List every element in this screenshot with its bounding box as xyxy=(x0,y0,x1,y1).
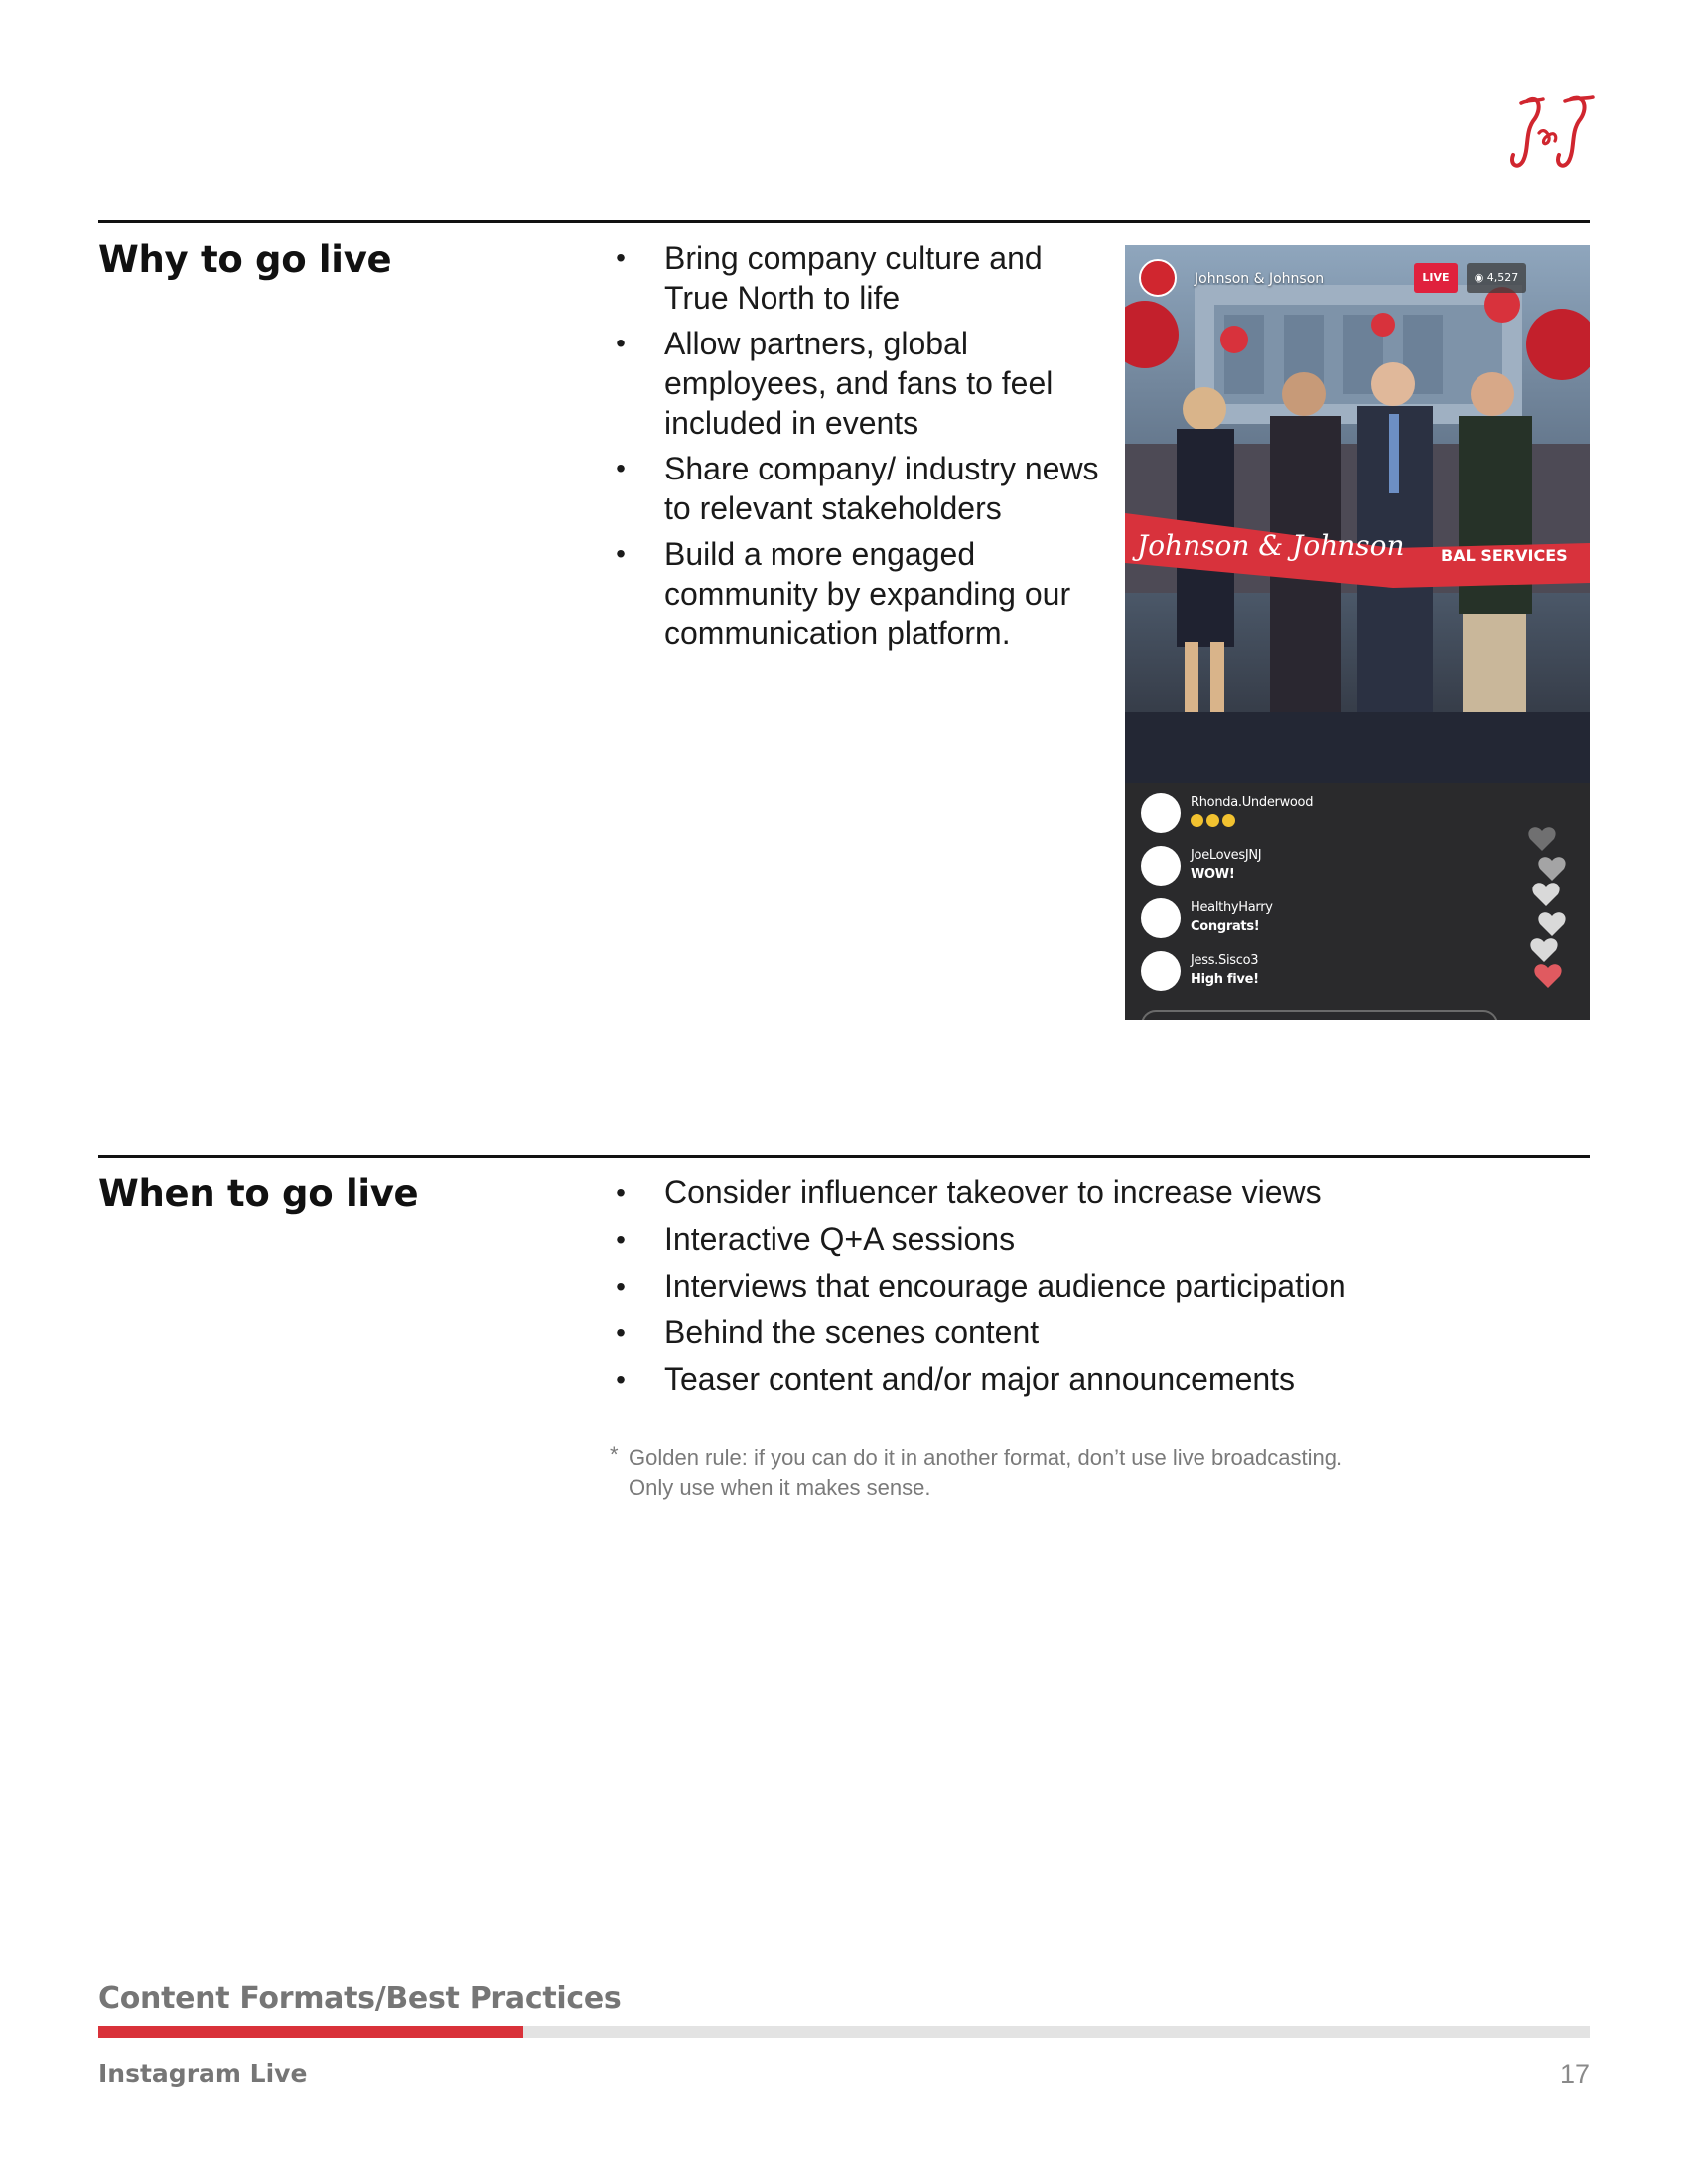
account-avatar xyxy=(1139,259,1177,297)
ribbon-cutting-photo xyxy=(1125,245,1590,783)
bullet-item xyxy=(611,1219,1504,1260)
emoji-icon xyxy=(1206,814,1219,827)
eye-icon: ◉ xyxy=(1474,271,1484,284)
page-number: 17 xyxy=(1559,2059,1590,2089)
bullet-text: Share company/ industry news to relevant stakeholders xyxy=(664,451,1099,526)
bullet-item xyxy=(611,534,1107,653)
bullet-text: Consider influencer takeover to increase views xyxy=(664,1174,1322,1210)
bullet-item xyxy=(611,1359,1504,1400)
footer-section-title: Content Formats/Best Practices xyxy=(98,1981,622,2016)
bullet-item xyxy=(611,1312,1504,1353)
johnson-and-johnson-logo xyxy=(1509,91,1599,173)
section-divider xyxy=(98,1155,1590,1158)
commenter-username: JoeLovesJNJ xyxy=(1191,848,1262,863)
ribbon-banner-text-right: BAL SERVICES xyxy=(1441,546,1568,565)
commenter-avatar xyxy=(1141,793,1181,833)
commenter-username: Jess.Sisco3 xyxy=(1191,953,1259,968)
bullet-text: Interactive Q+A sessions xyxy=(664,1221,1016,1257)
when-bullet-list xyxy=(611,1172,1504,1406)
instagram-live-screenshot xyxy=(1125,245,1590,1020)
bullet-marker: • xyxy=(616,1224,626,1255)
commenter-avatar xyxy=(1141,898,1181,938)
account-name: Johnson & Johnson xyxy=(1195,271,1325,287)
viewer-count-badge xyxy=(1467,263,1526,293)
bullet-marker: • xyxy=(616,538,626,569)
section-divider xyxy=(98,220,1590,223)
bullet-item xyxy=(611,1266,1504,1306)
comment-input[interactable] xyxy=(1141,1010,1498,1020)
viewer-count: 4,527 xyxy=(1486,271,1519,284)
live-badge: LIVE xyxy=(1414,263,1458,293)
why-section-title: Why to go live xyxy=(98,238,392,281)
bullet-item xyxy=(611,1172,1504,1213)
commenter-username: Rhonda.Underwood xyxy=(1191,795,1314,810)
comment-row xyxy=(1139,840,1437,892)
bullet-text: Build a more engaged community by expanding our communication platform. xyxy=(664,536,1071,651)
bullet-item xyxy=(611,324,1107,443)
bullet-marker: • xyxy=(616,328,626,358)
footnote-line: Golden rule: if you can do it in another format, don’t use live broadcasting. xyxy=(629,1445,1343,1470)
bullet-marker: • xyxy=(616,453,626,483)
comment-message: Congrats! xyxy=(1191,919,1260,934)
bullet-marker: • xyxy=(616,1177,626,1208)
bullet-item xyxy=(611,238,1107,318)
comment-message xyxy=(1191,814,1238,831)
emoji-icon xyxy=(1191,814,1203,827)
commenter-username: HealthyHarry xyxy=(1191,900,1273,915)
comment-message: WOW! xyxy=(1191,867,1235,882)
bullet-item xyxy=(611,449,1107,528)
when-section-title: When to go live xyxy=(98,1172,419,1215)
commenter-avatar xyxy=(1141,951,1181,991)
comment-message: High five! xyxy=(1191,972,1259,987)
live-comments xyxy=(1139,787,1437,998)
bullet-marker: • xyxy=(616,1364,626,1395)
bullet-text: Behind the scenes content xyxy=(664,1314,1040,1350)
comment-row xyxy=(1139,787,1437,840)
footer-subsection: Instagram Live xyxy=(98,2059,308,2088)
bullet-marker: • xyxy=(616,1317,626,1348)
bullet-text: Interviews that encourage audience participation xyxy=(664,1268,1346,1303)
bullet-marker: • xyxy=(616,242,626,273)
hearts-icon xyxy=(1522,801,1582,1000)
ribbon-banner-text: Johnson & Johnson xyxy=(1137,529,1405,562)
section-progress-bar xyxy=(98,2026,1590,2038)
bullet-marker: • xyxy=(616,1271,626,1301)
footnote-line: Only use when it makes sense. xyxy=(629,1475,931,1500)
section-progress-fill xyxy=(98,2026,523,2038)
bullet-text: Teaser content and/or major announcements xyxy=(664,1361,1296,1397)
emoji-icon xyxy=(1222,814,1235,827)
bullet-text: Allow partners, global employees, and fans to feel included in events xyxy=(664,326,1054,441)
golden-rule-footnote xyxy=(610,1443,1464,1503)
bullet-text: Bring company culture and True North to life xyxy=(664,240,1043,316)
comment-row xyxy=(1139,945,1437,998)
why-bullet-list xyxy=(611,238,1107,659)
commenter-avatar xyxy=(1141,846,1181,886)
footnote-marker: * xyxy=(610,1442,619,1467)
live-header xyxy=(1125,245,1590,315)
comment-row xyxy=(1139,892,1437,945)
